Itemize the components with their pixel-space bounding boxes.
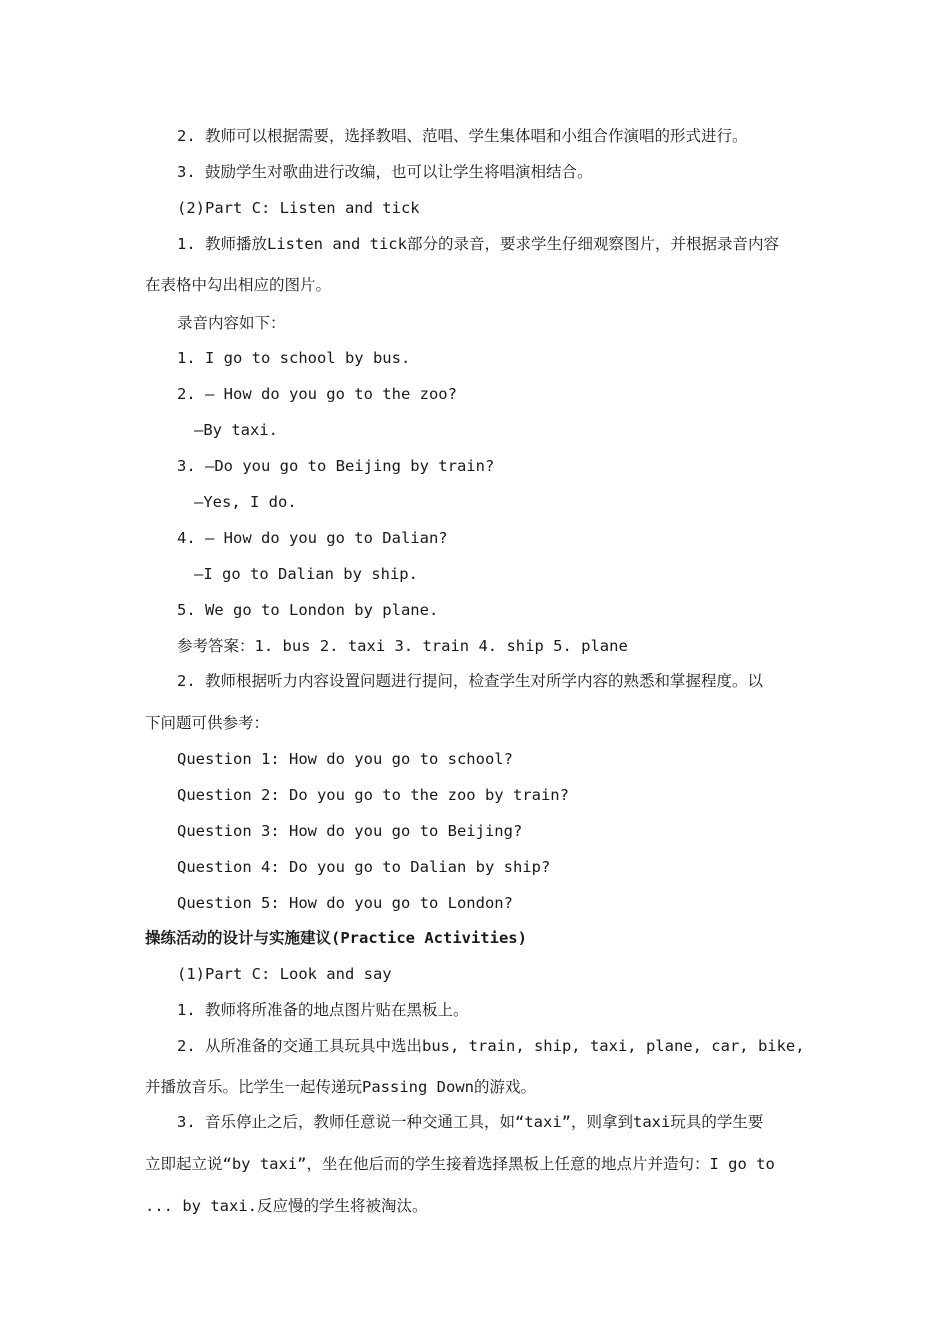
answer-key: 参考答案：1. bus 2. taxi 3. train 4. ship 5. plane — [177, 637, 628, 655]
text-line: —Yes, I do. — [194, 493, 297, 511]
text-line: 5. We go to London by plane. — [177, 601, 439, 619]
text-line: 2. 从所准备的交通工具玩具中选出bus, train, ship, taxi, plane, car, bike, — [177, 1037, 805, 1055]
question-line: Question 2: Do you go to the zoo by train? — [177, 786, 569, 804]
section-heading: (1)Part C: Look and say — [177, 965, 392, 983]
text-line: —I go to Dalian by ship. — [194, 565, 418, 583]
text-line: 3. —Do you go to Beijing by train? — [177, 457, 495, 475]
text-line: 2. — How do you go to the zoo? — [177, 385, 457, 403]
text-line: —By taxi. — [194, 421, 278, 439]
section-heading: (2)Part C: Listen and tick — [177, 199, 420, 217]
question-line: Question 3: How do you go to Beijing? — [177, 822, 523, 840]
text-line: 4. — How do you go to Dalian? — [177, 529, 448, 547]
question-line: Question 1: How do you go to school? — [177, 750, 513, 768]
text-line: ... by taxi.反应慢的学生将被淘汰。 — [145, 1197, 428, 1215]
text-line: 2. 教师可以根据需要，选择教唱、范唱、学生集体唱和小组合作演唱的形式进行。 — [177, 127, 748, 145]
text-line: 1. 教师播放Listen and tick部分的录音，要求学生仔细观察图片，并根据录音内容 — [177, 235, 779, 253]
text-line: 下问题可供参考： — [145, 714, 270, 732]
text-line: 1. I go to school by bus. — [177, 349, 411, 367]
text-line: 立即起立说“by taxi”，坐在他后而的学生接着选择黑板上任意的地点片并造句：I go to — [145, 1155, 775, 1173]
text-line: 录音内容如下： — [177, 314, 286, 332]
text-line: 并播放音乐。比学生一起传递玩Passing Down的游戏。 — [145, 1078, 536, 1096]
question-line: Question 4: Do you go to Dalian by ship? — [177, 858, 551, 876]
text-line: 3. 鼓励学生对歌曲进行改编，也可以让学生将唱演相结合。 — [177, 163, 593, 181]
section-heading: 操练活动的设计与实施建议(Practice Activities) — [145, 929, 527, 947]
text-line: 1. 教师将所准备的地点图片贴在黑板上。 — [177, 1001, 469, 1019]
text-line: 3. 音乐停止之后，教师任意说一种交通工具，如“taxi”，则拿到taxi玩具的学生要 — [177, 1113, 764, 1131]
text-line: 2. 教师根据听力内容设置问题进行提问，检查学生对所学内容的熟悉和掌握程度。以 — [177, 672, 763, 690]
question-line: Question 5: How do you go to London? — [177, 894, 513, 912]
text-line: 在表格中勾出相应的图片。 — [145, 276, 332, 294]
